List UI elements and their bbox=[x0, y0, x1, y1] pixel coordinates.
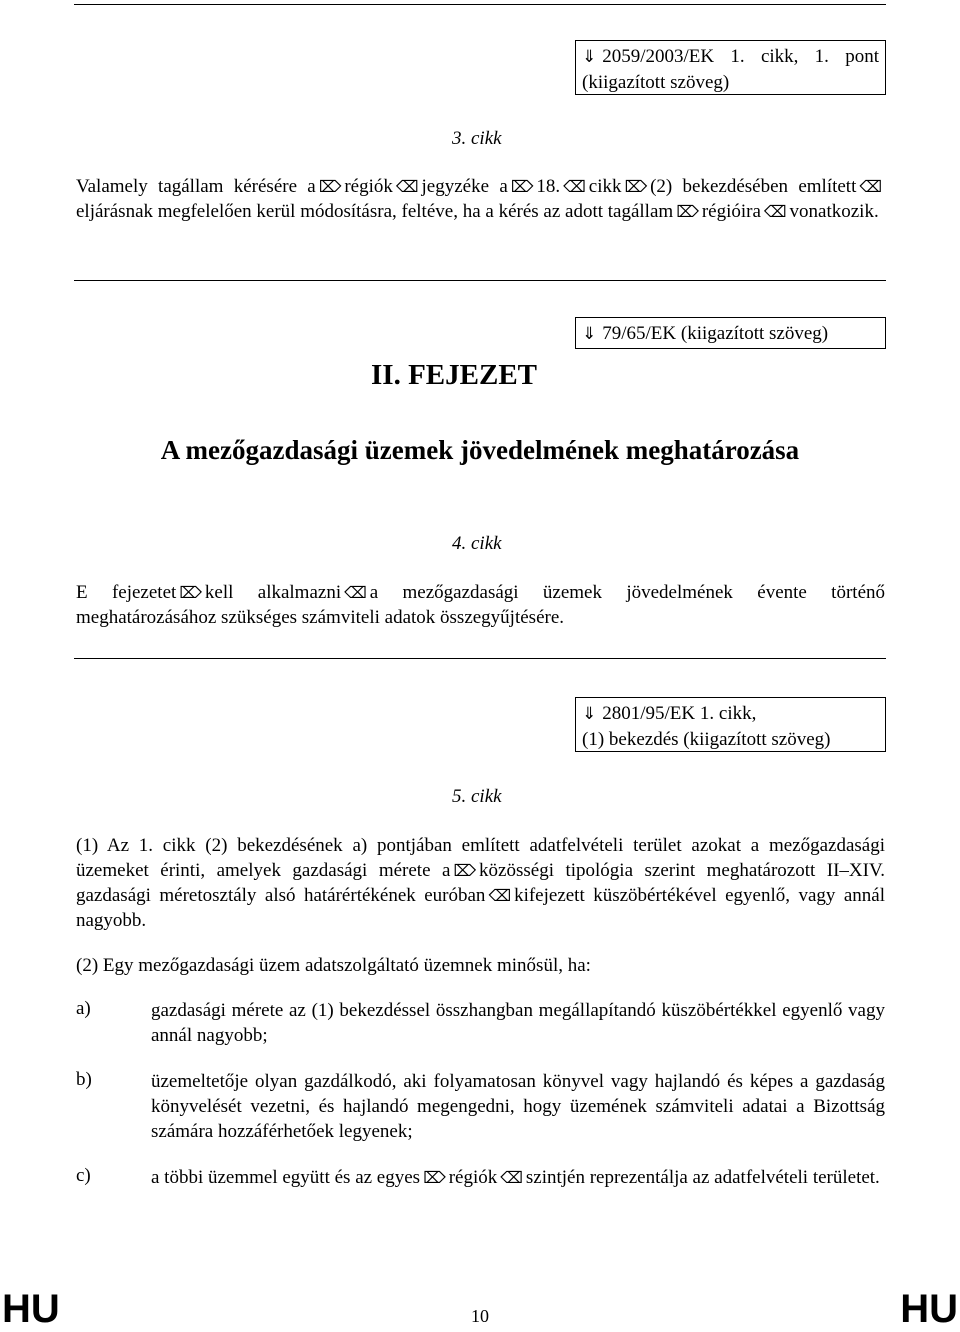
insert-start-marker-icon: ⌦ bbox=[676, 202, 699, 221]
insert-end-marker-icon: ⌫ bbox=[488, 886, 512, 905]
text: vonatkozik. bbox=[789, 201, 879, 222]
chapter-title: A mezőgazdasági üzemek jövedelmének meghatározása bbox=[160, 435, 800, 465]
text: cikk bbox=[588, 176, 622, 197]
text: eljárásnak megfelelően kerül módosításra, feltéve, ha a kérés az adott tagállam bbox=[76, 201, 674, 222]
list-item-label: c) bbox=[76, 1165, 91, 1186]
insert-end-marker-icon: ⌫ bbox=[344, 583, 367, 602]
article-heading: 5. cikk bbox=[452, 786, 502, 807]
page-number: 10 bbox=[471, 1306, 489, 1326]
article-heading: 4. cikk bbox=[452, 533, 502, 554]
insert-end-marker-icon: ⌫ bbox=[859, 177, 882, 196]
text: régióira bbox=[701, 201, 761, 222]
reference-box bbox=[575, 697, 886, 752]
article-5-paragraph-2: (2) Egy mezőgazdasági üzem adatszolgáltató üzemnek minősül, ha: bbox=[76, 955, 591, 976]
text: régiók bbox=[344, 176, 393, 197]
down-arrow-icon: ⇓ bbox=[582, 704, 597, 724]
text: a többi üzemmel együtt és az egyes bbox=[151, 1167, 421, 1188]
reference-box bbox=[575, 40, 886, 95]
text: kell alkalmazni bbox=[204, 582, 342, 603]
article-5-paragraph-1 bbox=[76, 833, 885, 933]
text: (2) bekezdésében említett bbox=[650, 176, 857, 197]
insert-start-marker-icon: ⌦ bbox=[318, 177, 342, 196]
reference-text: 2801/95/EK 1. cikk, bbox=[602, 703, 757, 724]
text: Valamely tagállam kérésére a bbox=[76, 176, 316, 197]
article-3-text bbox=[76, 174, 885, 224]
insert-start-marker-icon: ⌦ bbox=[624, 177, 648, 196]
reference-text: 2059/2003/EK 1. cikk, 1. pont bbox=[602, 46, 879, 67]
down-arrow-icon: ⇓ bbox=[582, 47, 597, 67]
insert-end-marker-icon: ⌫ bbox=[395, 177, 419, 196]
text: jegyzéke a bbox=[421, 176, 508, 197]
text: szintjén reprezentálja az adatfelvételi területet. bbox=[525, 1167, 880, 1188]
list-item-label: a) bbox=[76, 998, 91, 1019]
insert-start-marker-icon: ⌦ bbox=[423, 1168, 446, 1187]
text: régiók bbox=[448, 1167, 498, 1188]
article-heading: 3. cikk bbox=[452, 128, 502, 149]
section-divider bbox=[74, 658, 886, 659]
text: kifejezett küszöbértékével egyenlő, vagy annál nagyobb. bbox=[76, 885, 885, 931]
reference-text: (kiigazított szöveg) bbox=[582, 72, 730, 93]
section-divider bbox=[74, 280, 886, 281]
reference-text: (1) bekezdés (kiigazított szöveg) bbox=[582, 729, 831, 750]
chapter-number: II. FEJEZET bbox=[371, 359, 537, 391]
list-item-label: b) bbox=[76, 1069, 92, 1090]
insert-start-marker-icon: ⌦ bbox=[510, 177, 534, 196]
list-item-text: gazdasági mérete az (1) bekezdéssel összhangban megállapítandó küszöbértékkel egyenlő vagy annál nagyobb; bbox=[151, 1000, 885, 1046]
insert-end-marker-icon: ⌫ bbox=[763, 202, 787, 221]
top-rule bbox=[74, 4, 886, 5]
insert-start-marker-icon: ⌦ bbox=[179, 583, 202, 602]
insert-start-marker-icon: ⌦ bbox=[453, 861, 477, 880]
text: 18. bbox=[536, 176, 561, 197]
reference-box bbox=[575, 317, 886, 349]
footer-language-right: HU bbox=[900, 1287, 958, 1331]
text: (1) Az 1. cikk (2) bekezdésének a) pontjában említett adatfelvételi terület azokat a mezőgazdasági üzemeket érinti, amelyek gazdasági mérete a bbox=[76, 835, 885, 881]
footer-language-left: HU bbox=[2, 1287, 60, 1331]
article-4-text bbox=[76, 580, 885, 630]
text: közösségi tipológia szerint meghatározott II–XIV. gazdasági méretosztály alsó határértékének euróban bbox=[76, 860, 885, 906]
insert-end-marker-icon: ⌫ bbox=[563, 177, 586, 196]
text: a mezőgazdasági üzemek jövedelmének évente történő meghatározásához szükséges számviteli adatok összegyűjtésére. bbox=[76, 582, 886, 628]
text: E fejezetet bbox=[76, 582, 177, 603]
list-item-text: üzemeltetője olyan gazdálkodó, aki folyamatosan könyvel vagy hajlandó és képes a gazdaság könyvelését vezetni, és hajlandó megengedni, hogy üzemének számviteli adatai a Bizottság számára hozzáférhetőek legyenek; bbox=[151, 1071, 885, 1142]
insert-end-marker-icon: ⌫ bbox=[500, 1168, 523, 1187]
down-arrow-icon: ⇓ bbox=[582, 324, 597, 344]
list-item-text bbox=[151, 1165, 885, 1190]
reference-text: 79/65/EK (kiigazított szöveg) bbox=[602, 323, 829, 344]
